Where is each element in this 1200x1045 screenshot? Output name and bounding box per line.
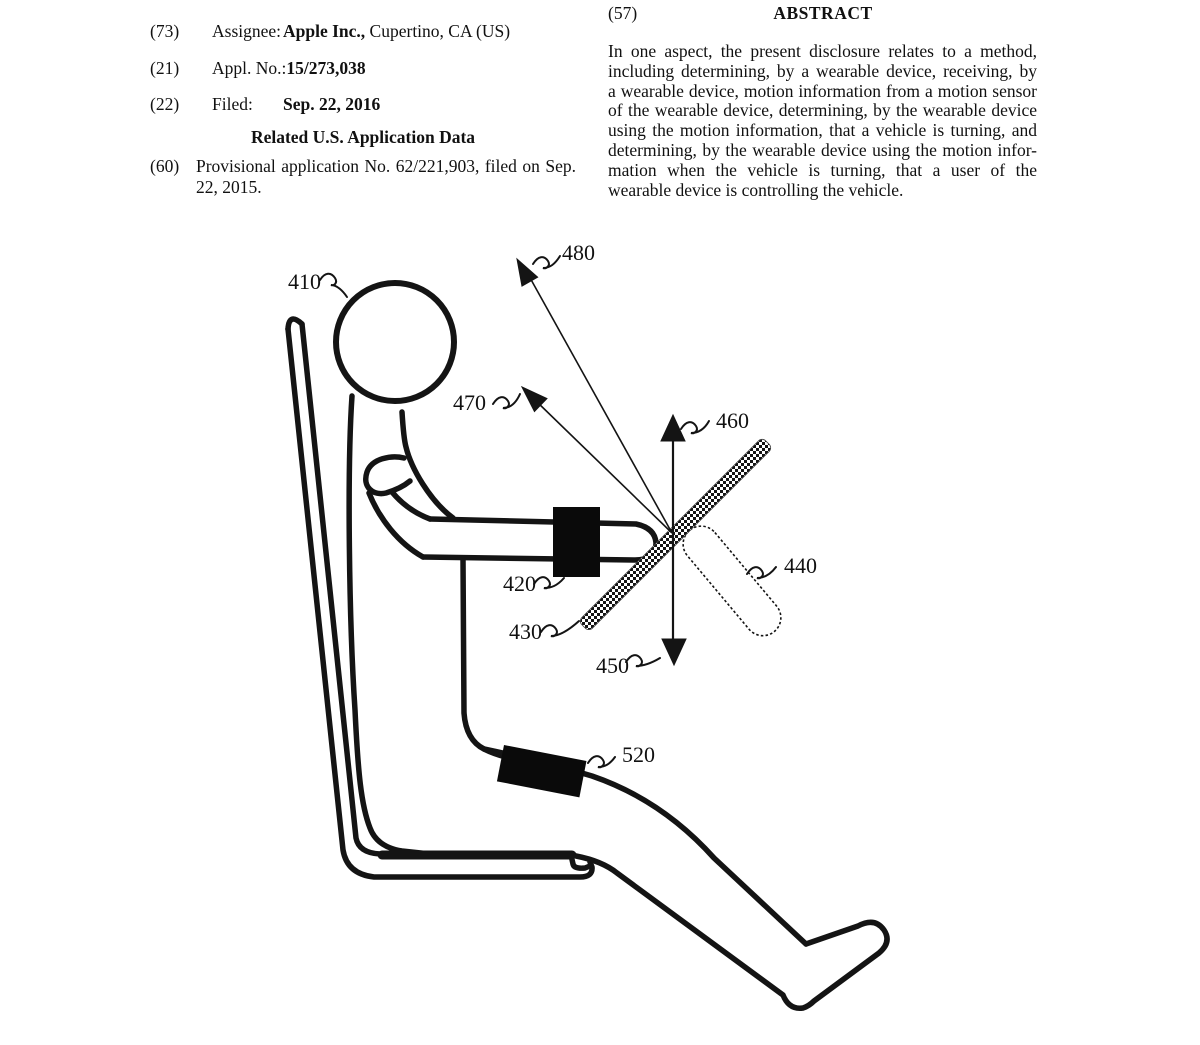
field-value-bold: Apple Inc., (283, 21, 366, 41)
leader-460 (681, 421, 709, 433)
leader-520 (588, 756, 615, 767)
leader-410 (320, 274, 347, 297)
thigh-device-520-shape (497, 745, 587, 797)
field-number: (73) (150, 21, 180, 41)
field-label: Assignee: (212, 21, 282, 41)
ref-label-470: 470 (453, 390, 486, 415)
leader-430 (541, 621, 579, 636)
related-us-application-data-heading: Related U.S. Application Data (250, 127, 476, 147)
field-number: (22) (150, 94, 180, 114)
arrowhead-down-450 (662, 639, 686, 665)
ref-label-440: 440 (784, 553, 817, 578)
upper-arm-hook (366, 457, 410, 494)
field-value-bold: Sep. 22, 2016 (283, 94, 381, 114)
leader-450 (626, 655, 660, 666)
field-label: Filed: (212, 94, 253, 114)
ref-label-410: 410 (288, 269, 321, 294)
field-number: (60) (150, 156, 180, 176)
field-number: (21) (150, 58, 180, 78)
leader-420 (534, 577, 564, 588)
ref-label-420: 420 (503, 571, 536, 596)
torso-front-line (463, 559, 506, 757)
abstract-line: including determining, by a wearable device, receiving, by (608, 60, 1037, 81)
wrist-device-420-shape (553, 507, 600, 577)
hook-inner-line (392, 492, 430, 519)
abstract-line: of the wearable device, determining, by the wearable device (608, 100, 1037, 121)
neck-chest-line (402, 412, 453, 518)
calf-foot-line (576, 856, 887, 1008)
abstract-line: using the motion information, that a vehicle is turning, and (608, 120, 1037, 141)
ref-label-480: 480 (562, 240, 595, 265)
abstract-line: wearable device is controlling the vehicle. (608, 179, 904, 200)
ref-label-450: 450 (596, 653, 629, 678)
field-value-bold: 15/273,038 (286, 58, 366, 78)
head (336, 283, 454, 401)
provisional-line: Provisional application No. 62/221,903, filed on Sep. (196, 156, 576, 176)
abstract-line: In one aspect, the present disclosure relates to a method, (608, 41, 1037, 61)
outer-elbow-line (369, 493, 423, 557)
ref-label-430: 430 (509, 619, 542, 644)
abstract-line: a wearable device, motion information from a motion sensor (608, 80, 1037, 101)
field-value-rest: Cupertino, CA (US) (365, 21, 511, 41)
provisional-line: 22, 2015. (196, 177, 262, 197)
leader-480 (533, 256, 560, 268)
field-label: Appl. No.: (212, 58, 287, 78)
person-outline (336, 283, 887, 1008)
axis-bar-440-shape (676, 519, 788, 643)
ref-label-460: 460 (716, 408, 749, 433)
abstract-heading: ABSTRACT (773, 3, 873, 23)
abstract-number: (57) (608, 3, 638, 23)
leader-470 (493, 394, 520, 408)
forearm-and-hand (423, 519, 656, 560)
abstract-line: mation when the vehicle is turning, that a user of the (608, 159, 1037, 180)
ref-label-520: 520 (622, 742, 655, 767)
abstract-line: determining, by the wearable device using the motion infor- (608, 139, 1037, 160)
back-line (349, 396, 430, 854)
vehicle-seat-outline (288, 319, 592, 877)
